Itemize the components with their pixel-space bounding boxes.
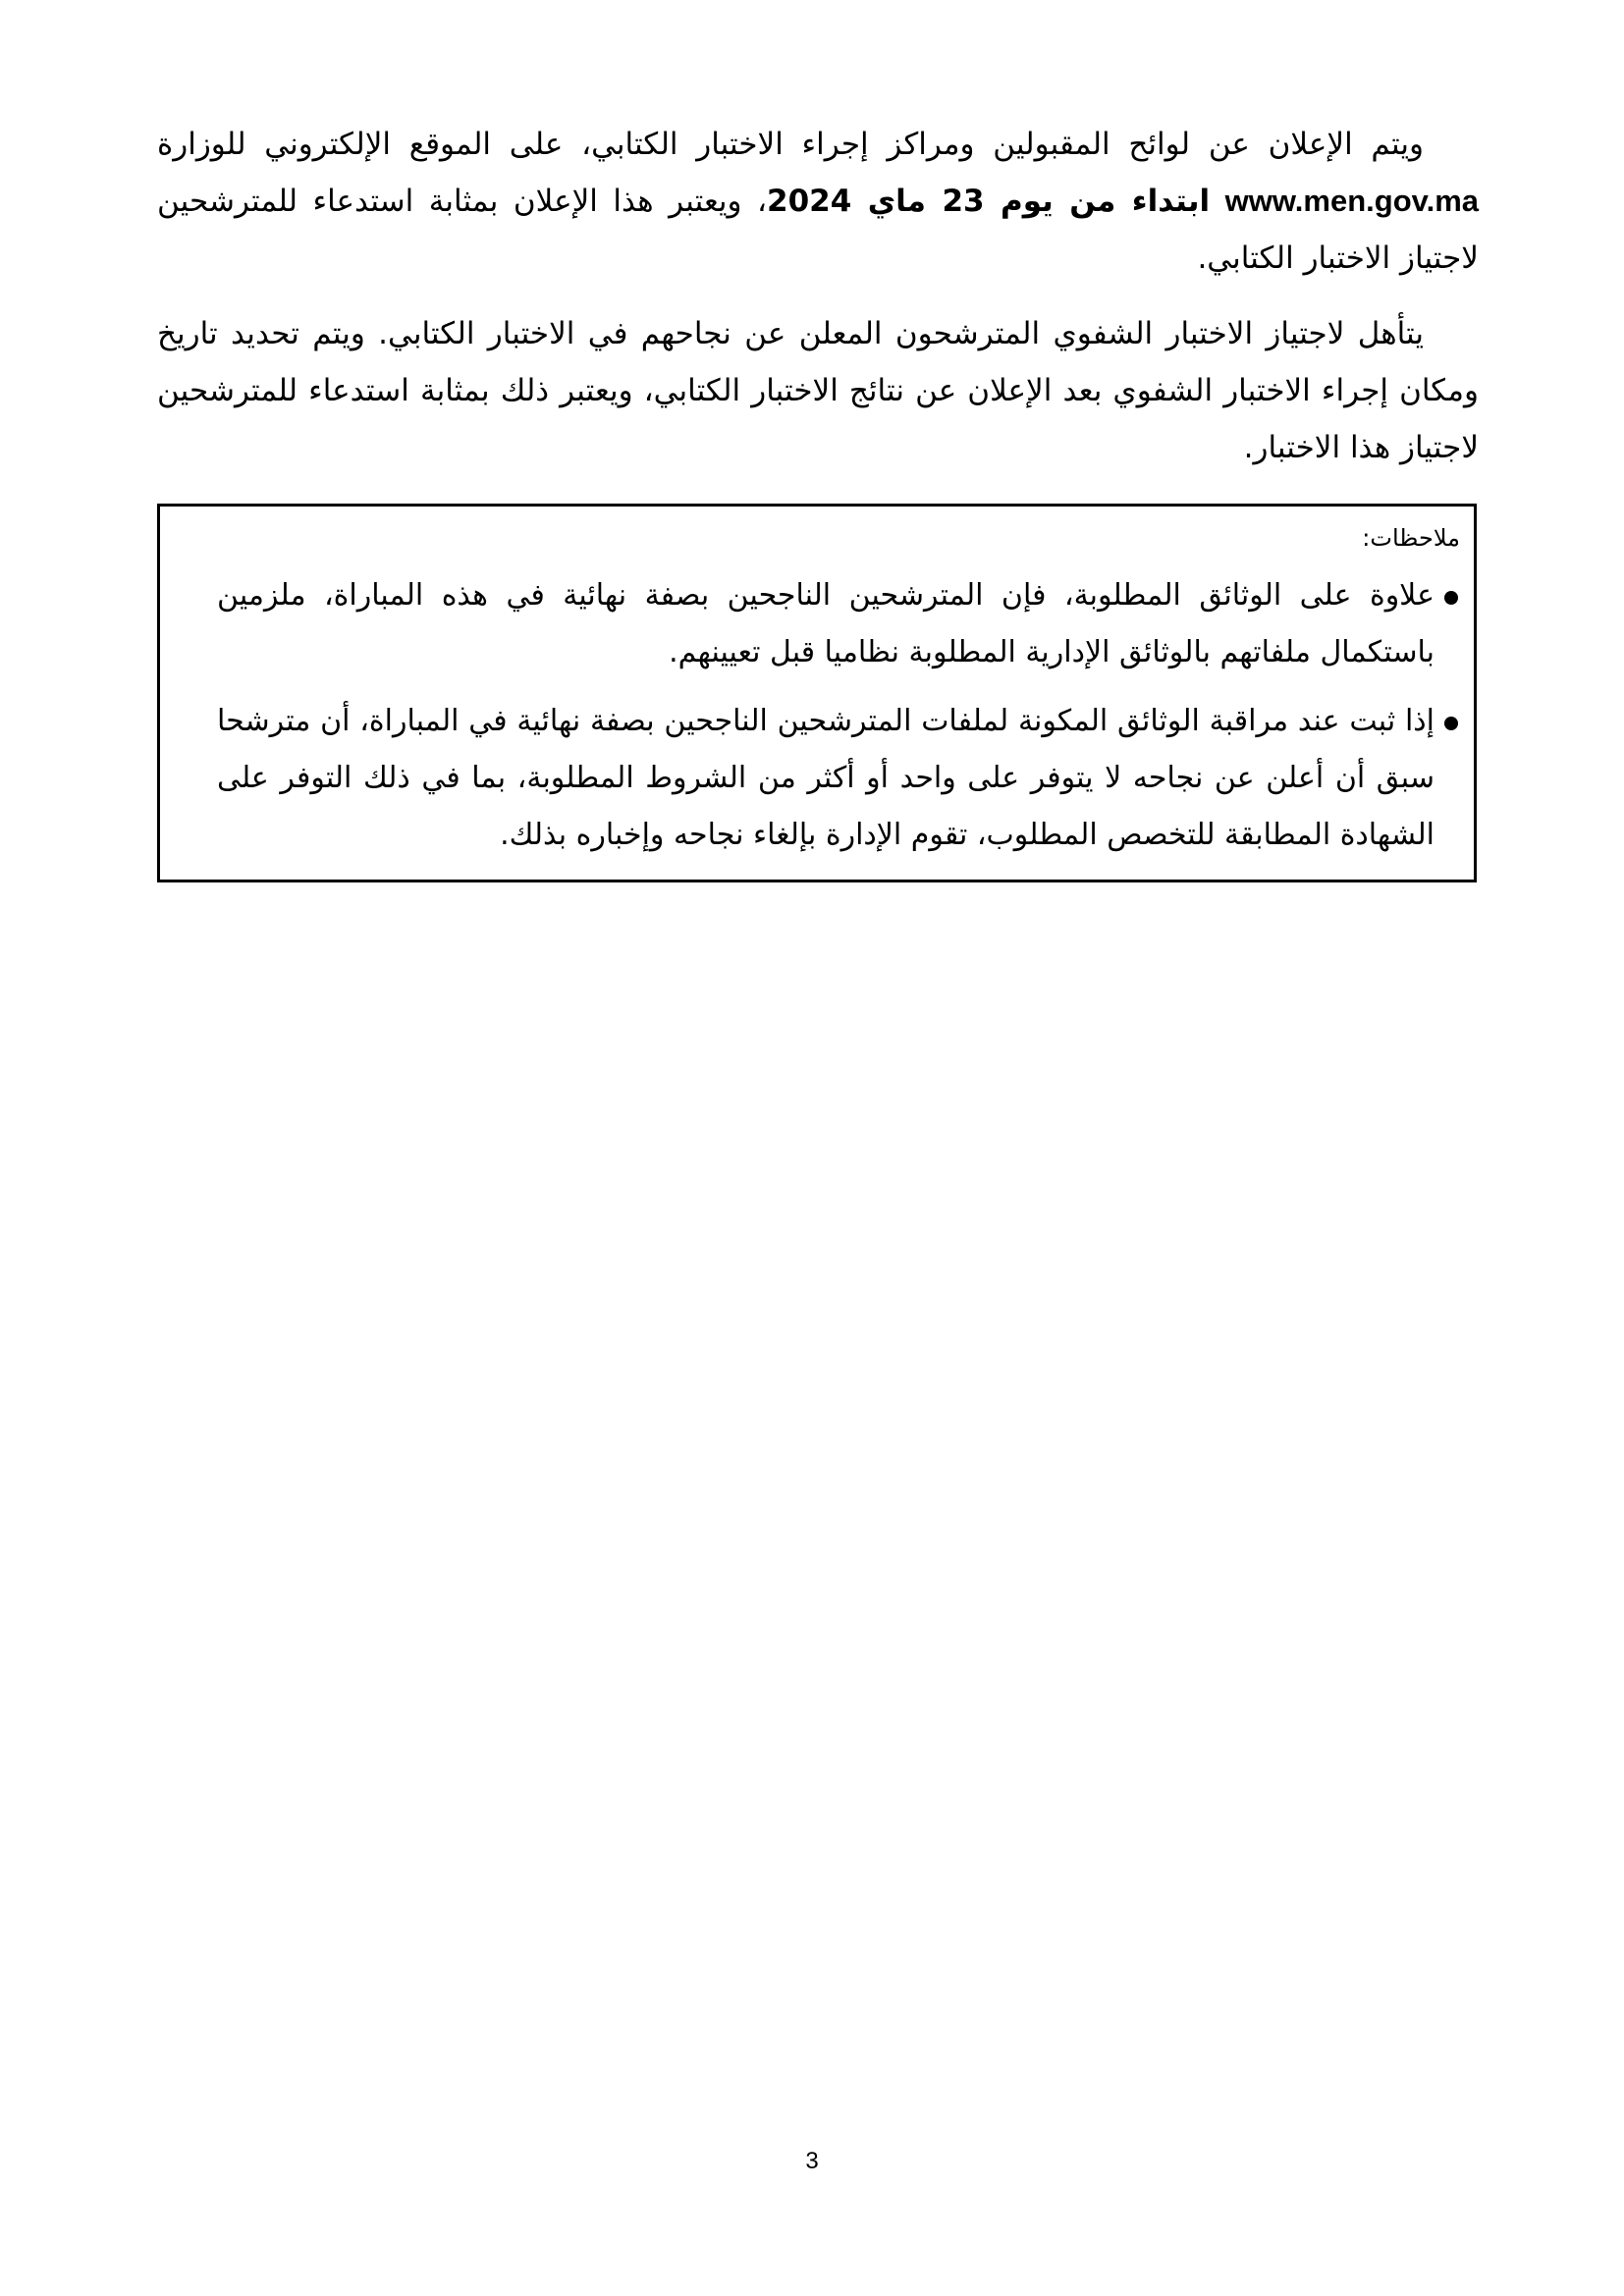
- note-item: علاوة على الوثائق المطلوبة، فإن المترشحين الناجحين بصفة نهائية في هذه المباراة، ملزمين باستكمال ملفاتهم بالوثائق الإدارية المطلوبة نظاميا قبل تعيينهم.: [217, 578, 1435, 669]
- notes-box: [157, 504, 1477, 882]
- bullet-icon: [1444, 591, 1458, 605]
- page-number: 3: [805, 2148, 819, 2174]
- bullet-icon: [1444, 717, 1458, 730]
- note-item: إذا ثبت عند مراقبة الوثائق المكونة لملفات المترشحين الناجحين بصفة نهائية في المباراة، أن مترشحا سبق أن أعلن عن نجاحه لا يتوفر على واحد أو أكثر من الشروط المطلوبة، بما في ذلك التوفر على الشهادة المطابقة للتخصص المطلوب، تقوم الإدارة بإلغاء نجاحه وإخباره بذلك.: [217, 704, 1435, 852]
- paragraph-text: ويتم الإعلان عن لوائح المقبولين ومراكز إجراء الاختبار الكتابي، على الموقع الإلكتروني للوزارة: [157, 127, 1424, 162]
- paragraph-text: ، ويعتبر هذا الإعلان بمثابة استدعاء للمترشحين لاجتياز الاختبار الكتابي.: [157, 184, 1479, 276]
- paragraph-oral-exam: [157, 305, 1479, 476]
- notes-title: ملاحظات:: [1362, 524, 1460, 552]
- announcement-date: ابتداء من يوم 23 ماي 2024: [767, 184, 1211, 219]
- paragraph-text: يتأهل لاجتياز الاختبار الشفوي المترشحون المعلن عن نجاحهم في الاختبار الكتابي. ويتم تحديد تاريخ ومكان إجراء الاختبار الشفوي بعد الإعلان عن نتائج الاختبار الكتابي، ويعتبر ذلك بمثابة استدعاء للمترشحين لاجتياز هذا الاختبار.: [157, 316, 1479, 465]
- paragraph-announcement-written-exam: [157, 116, 1479, 287]
- ministry-website-link[interactable]: www.men.gov.ma: [1224, 184, 1479, 218]
